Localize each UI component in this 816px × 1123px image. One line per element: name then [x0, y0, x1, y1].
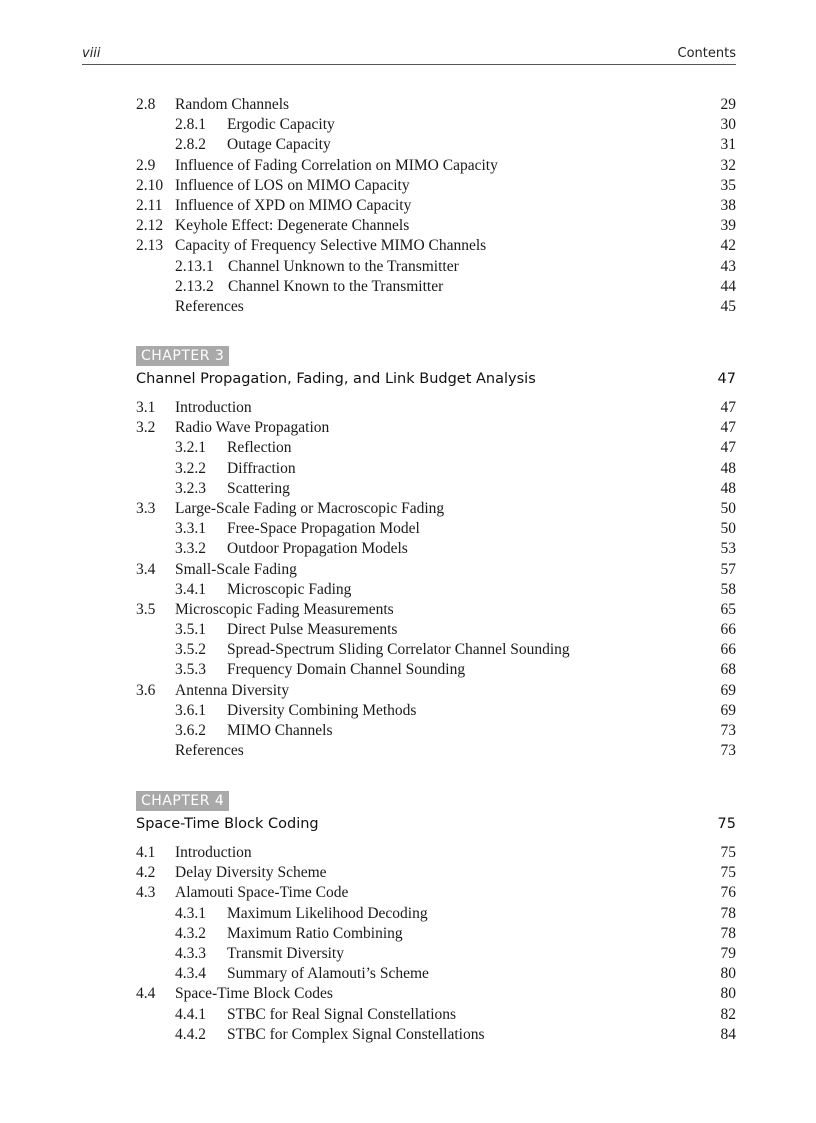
toc-entry-page-number: 47: [720, 399, 736, 416]
toc-entry-page-number: 78: [720, 904, 736, 922]
toc-entry[interactable]: [136, 216, 736, 236]
toc-entry-title: Outage Capacity: [227, 136, 331, 154]
toc-entry-title: Influence of Fading Correlation on MIMO Capacity: [175, 156, 498, 174]
toc-entry-page-number: 82: [720, 1005, 736, 1023]
toc-entry-page-number: 80: [720, 985, 736, 1003]
toc-entry[interactable]: [136, 135, 736, 155]
toc-entry-number: 3.5.1: [175, 621, 206, 639]
toc-entry-page-number: 73: [720, 742, 736, 760]
toc-entry-number: 3.6.1: [175, 701, 206, 719]
running-head: [82, 44, 736, 64]
toc-entry-number: 3.2.2: [175, 459, 206, 477]
toc-entry[interactable]: [136, 984, 736, 1004]
toc-entry-title: References: [175, 297, 244, 315]
toc-block-chapter-2: [136, 95, 736, 317]
chapter-title-row[interactable]: [136, 369, 736, 391]
toc-entry-title: Microscopic Fading: [227, 580, 352, 598]
toc-entry-number: 2.13: [136, 237, 164, 255]
toc-entry-title: Delay Diversity Scheme: [175, 864, 327, 882]
toc-entry[interactable]: [136, 115, 736, 135]
toc-entry-title: Microscopic Fading Measurements: [175, 600, 394, 618]
toc-entry-page-number: 32: [720, 156, 736, 174]
toc-entry-page-number: 47: [720, 439, 736, 457]
toc-entry-title: Influence of LOS on MIMO Capacity: [175, 176, 410, 194]
toc-block-chapter-3: [136, 398, 736, 761]
toc-entry-title: Keyhole Effect: Degenerate Channels: [175, 217, 410, 235]
chapter-page-number: 47: [717, 371, 736, 387]
toc-entry-number: 3.2: [136, 419, 156, 437]
toc-entry[interactable]: [136, 277, 736, 297]
toc-entry-title: Antenna Diversity: [175, 681, 290, 699]
chapter-badge: CHAPTER 4: [136, 791, 229, 811]
toc-entry[interactable]: [136, 580, 736, 600]
toc-entry[interactable]: [136, 479, 736, 499]
toc-entry-number: 4.4.1: [175, 1005, 206, 1023]
toc-entry-number: 4.4: [136, 985, 156, 1003]
toc-entry-number: 3.1: [136, 399, 156, 416]
toc-entry-page-number: 76: [720, 884, 736, 902]
toc-entry-title: Channel Known to the Transmitter: [228, 277, 444, 295]
toc-entry-number: 2.10: [136, 176, 164, 194]
toc-entry-number: 3.5.3: [175, 661, 206, 679]
toc-entry-page-number: 30: [720, 116, 736, 134]
toc-entry-page-number: 73: [720, 722, 736, 739]
toc-entry-title: Alamouti Space-Time Code: [175, 884, 349, 902]
toc-entry-number: 3.4: [136, 560, 156, 578]
toc-entry-title: Free-Space Propagation Model: [227, 520, 420, 538]
toc-entry-page-number: 53: [720, 540, 736, 558]
toc-entry-page-number: 44: [720, 277, 736, 295]
toc-entry-title: Introduction: [175, 399, 252, 416]
toc-entry-title: STBC for Real Signal Constellations: [227, 1005, 457, 1023]
chapter-title: Channel Propagation, Fading, and Link Budget Analysis: [136, 371, 536, 387]
toc-entry-title: Small-Scale Fading: [175, 560, 297, 578]
chapter-4-header: [136, 791, 736, 836]
toc-entry-page-number: 47: [720, 419, 736, 437]
toc-entry-number: 2.8: [136, 96, 156, 113]
toc-entry-number: 2.12: [136, 217, 164, 235]
toc-entry-page-number: 29: [720, 96, 736, 113]
toc-entry-title: Summary of Alamouti’s Scheme: [227, 965, 429, 983]
toc-entry-number: 3.5.2: [175, 641, 206, 659]
chapter-3-header: [136, 346, 736, 391]
toc-entry-number: 3.4.1: [175, 580, 206, 598]
toc-entry[interactable]: [136, 944, 736, 964]
toc-entry-title: Introduction: [175, 844, 252, 861]
toc-entry-number: 2.13.1: [175, 257, 214, 275]
toc-entry-page-number: 50: [720, 520, 736, 538]
toc-entry-title: Scattering: [227, 479, 290, 497]
toc-entry[interactable]: [136, 196, 736, 216]
toc-entry-number: 2.11: [136, 196, 163, 214]
toc-entry-page-number: 66: [720, 641, 736, 659]
toc-entry-number: 2.9: [136, 156, 156, 174]
toc-entry[interactable]: [136, 95, 736, 115]
toc-entry-title: Outdoor Propagation Models: [227, 540, 408, 558]
toc-entry-number: 3.6.2: [175, 722, 206, 739]
page-folio: viii: [82, 46, 101, 61]
toc-entry[interactable]: [136, 964, 736, 984]
toc-entry-number: 2.13.2: [175, 277, 214, 295]
toc-entry[interactable]: [136, 620, 736, 640]
toc-entry[interactable]: [136, 883, 736, 903]
toc-entry-number: 2.8.2: [175, 136, 206, 154]
toc-entry-title: Transmit Diversity: [227, 944, 344, 962]
toc-entry-page-number: 31: [720, 136, 736, 154]
toc-entry[interactable]: [136, 843, 736, 863]
toc-entry-number: 2.8.1: [175, 116, 206, 134]
toc-entry-title: STBC for Complex Signal Constellations: [227, 1025, 485, 1043]
toc-entry-title: Spread-Spectrum Sliding Correlator Channel Sounding: [227, 641, 570, 659]
toc-entry[interactable]: [136, 600, 736, 620]
toc-entry[interactable]: [136, 499, 736, 519]
toc-entry-title: Maximum Likelihood Decoding: [227, 904, 428, 922]
toc-entry-page-number: 58: [720, 580, 736, 598]
toc-entry-number: 3.3: [136, 499, 156, 517]
toc-entry[interactable]: [136, 257, 736, 277]
toc-entry-title: Ergodic Capacity: [227, 116, 335, 134]
toc-entry-title: Space-Time Block Codes: [175, 985, 333, 1003]
toc-entry-page-number: 78: [720, 924, 736, 942]
toc-entry-number: 3.3.1: [175, 520, 206, 538]
toc-entry-page-number: 80: [720, 965, 736, 983]
toc-entry-page-number: 42: [720, 237, 736, 255]
toc-entry[interactable]: [136, 176, 736, 196]
toc-entry[interactable]: [136, 438, 736, 458]
toc-entry-number: 3.6: [136, 681, 156, 699]
toc-entry-number: 4.3.4: [175, 965, 206, 983]
toc-entry[interactable]: [136, 640, 736, 660]
toc-entry-number: 4.3: [136, 884, 156, 902]
toc-entry-title: Reflection: [227, 439, 292, 457]
toc-entry-page-number: 69: [720, 701, 736, 719]
toc-entry-page-number: 79: [720, 944, 736, 962]
header-rule: [82, 64, 736, 65]
toc-entry[interactable]: [136, 1025, 736, 1045]
chapter-title-row[interactable]: [136, 814, 736, 836]
toc-entry[interactable]: [136, 924, 736, 944]
toc-entry-title: Direct Pulse Measurements: [227, 621, 398, 639]
toc-entry-page-number: 57: [720, 560, 736, 578]
toc-entry-title: Large-Scale Fading or Macroscopic Fading: [175, 499, 445, 517]
toc-entry-page-number: 68: [720, 661, 736, 679]
toc-entry[interactable]: [136, 863, 736, 883]
toc-entry-title: MIMO Channels: [227, 722, 333, 739]
toc-entry[interactable]: [136, 418, 736, 438]
toc-entry[interactable]: [136, 236, 736, 256]
toc-entry-number: 3.3.2: [175, 540, 206, 558]
toc-entry[interactable]: [136, 156, 736, 176]
toc-entry-page-number: 69: [720, 681, 736, 699]
toc-entry-number: 4.3.2: [175, 924, 206, 942]
toc-entry-page-number: 84: [720, 1025, 736, 1043]
toc-entry-number: 4.2: [136, 864, 156, 882]
toc-block-chapter-4: [136, 843, 736, 1045]
toc-entry-number: 3.5: [136, 600, 156, 618]
toc-entry-page-number: 66: [720, 621, 736, 639]
toc-entry[interactable]: [136, 1005, 736, 1025]
toc-entry[interactable]: [136, 459, 736, 479]
toc-entry[interactable]: [136, 681, 736, 701]
toc-entry-page-number: 48: [720, 459, 736, 477]
toc-entry[interactable]: [136, 539, 736, 559]
toc-entry-page-number: 50: [720, 499, 736, 517]
toc-entry[interactable]: [136, 519, 736, 539]
toc-entry[interactable]: [136, 660, 736, 680]
toc-references-entry[interactable]: [136, 297, 736, 317]
toc-entry-page-number: 48: [720, 479, 736, 497]
toc-entry-number: 3.2.1: [175, 439, 206, 457]
chapter-title: Space-Time Block Coding: [136, 816, 319, 832]
toc-entry-number: 4.3.3: [175, 944, 206, 962]
toc-entry-number: 4.3.1: [175, 904, 206, 922]
toc-entry[interactable]: [136, 560, 736, 580]
toc-entry[interactable]: [136, 904, 736, 924]
toc-entry-page-number: 35: [720, 176, 736, 194]
toc-entry-title: Maximum Ratio Combining: [227, 924, 403, 942]
toc-entry-title: Influence of XPD on MIMO Capacity: [175, 196, 412, 214]
toc-entry-page-number: 75: [720, 864, 736, 882]
toc-entry-title: Channel Unknown to the Transmitter: [228, 257, 459, 275]
chapter-badge: CHAPTER 3: [136, 346, 229, 366]
toc-entry[interactable]: [136, 701, 736, 721]
toc-entry-title: Diversity Combining Methods: [227, 701, 417, 719]
toc-entry-page-number: 38: [720, 196, 736, 214]
toc-entry-page-number: 43: [720, 257, 736, 275]
toc-entry-title: Frequency Domain Channel Sounding: [227, 661, 466, 679]
toc-entry-number: 3.2.3: [175, 479, 206, 497]
running-head-section: Contents: [677, 46, 736, 61]
toc-entry-page-number: 65: [720, 600, 736, 618]
toc-entry-title: Random Channels: [175, 96, 290, 113]
toc-entry-title: Capacity of Frequency Selective MIMO Channels: [175, 237, 487, 255]
toc-entry[interactable]: [136, 721, 736, 741]
toc-entry-title: References: [175, 742, 244, 760]
toc-entry-title: Radio Wave Propagation: [175, 419, 330, 437]
chapter-page-number: 75: [717, 816, 736, 832]
toc-entry[interactable]: [136, 398, 736, 418]
toc-references-entry[interactable]: [136, 741, 736, 761]
toc-entry-number: 4.1: [136, 844, 156, 861]
toc-entry-page-number: 39: [720, 217, 736, 235]
toc-entry-page-number: 45: [720, 297, 736, 315]
toc-entry-title: Diffraction: [227, 459, 296, 477]
toc-entry-number: 4.4.2: [175, 1025, 206, 1043]
toc-entry-page-number: 75: [720, 844, 736, 861]
